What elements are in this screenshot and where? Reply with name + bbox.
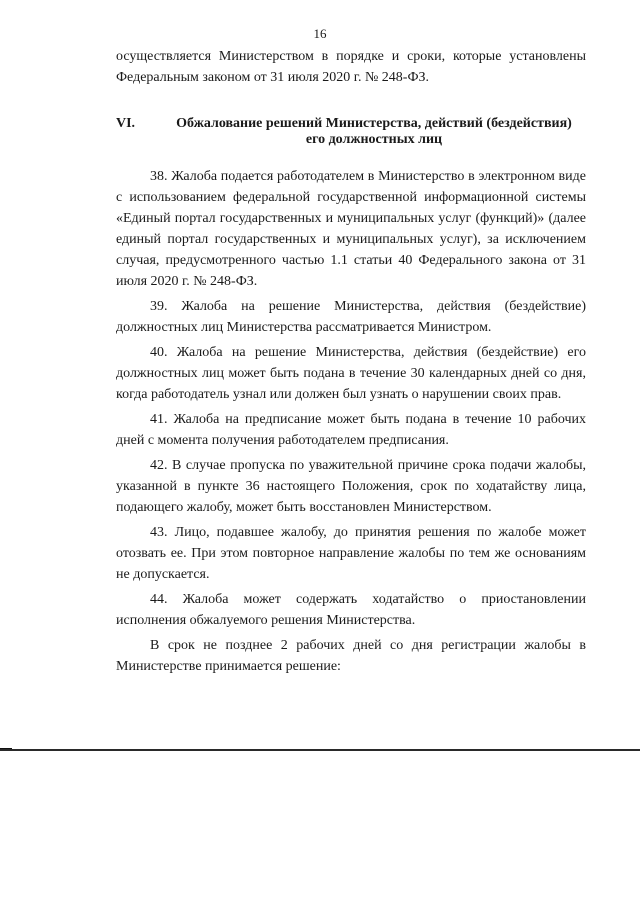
paragraph-44: 44. Жалоба может содержать ходатайство о приостановлении исполнения обжалуемого решения Министерства. [116,592,586,628]
paragraph-42: 42. В случае пропуска по уважительной причине срока подачи жалобы, указанной в пункте 36 настоящего Положения, срок по ходатайству лица, подающего жалобу, может быть восстановлен Министерством. [116,458,586,515]
paragraph-39: 39. Жалоба на решение Министерства, действия (бездействие) должностных лиц Министерства рассматривается Министром. [116,299,586,335]
section-heading [116,116,586,148]
paragraph-38: 38. Жалоба подается работодателем в Министерство в электронном виде с использованием федеральной государственной информационной системы «Единый портал государственных и муниципальных услуг (функций)» (далее единый портал государственных и муниципальных услуг), за исключением случая, предусмотренного частью 1.1 статьи 40 Федерального закона от 31 июля 2020 г. № 248-ФЗ. [116,169,586,289]
page-number: 16 [313,26,327,41]
paragraph-41: 41. Жалоба на предписание может быть подана в течение 10 рабочих дней с момента получения работодателем предписания. [116,412,586,448]
paragraph-40: 40. Жалоба на решение Министерства, действия (бездействие) его должностных лиц может быть подана в течение 30 календарных дней со дня, когда работодатель узнал или должен был узнать о нарушении своих прав. [116,345,586,402]
page-divider [0,749,640,751]
paragraph-decision: В срок не позднее 2 рабочих дней со дня регистрации жалобы в Министерстве принимается решение: [116,638,586,674]
paragraph-43: 43. Лицо, подавшее жалобу, до принятия решения по жалобе может отозвать ее. При этом повторное направление жалобы по тем же основаниям не допускается. [116,525,586,582]
section-title-line2: его должностных лиц [305,132,443,147]
section-number: VI. [116,116,136,131]
section-title [170,116,586,148]
intro-paragraph: осуществляется Министерством в порядке и сроки, которые установлены Федеральным законом от 31 июля 2020 г. № 248-ФЗ. [116,49,586,85]
section-title-line1: Обжалование решений Министерства, действий (бездействия) [176,116,572,131]
document-body [116,46,586,677]
